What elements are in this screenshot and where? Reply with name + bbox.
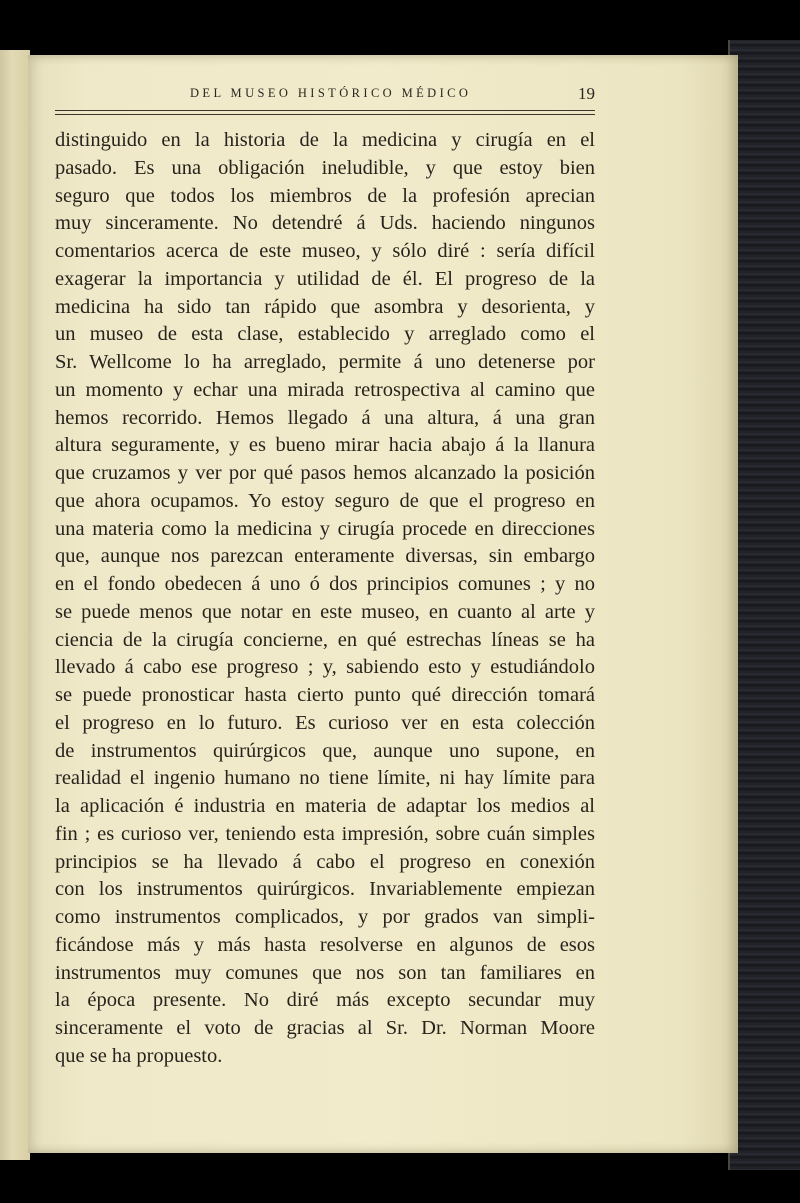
text-line: se puede pronosticar hasta cierto punto qué dirección tomará bbox=[55, 684, 595, 706]
text-line: medicina ha sido tan rápido que asombra y desorienta, y bbox=[55, 295, 595, 318]
text-line: se puede menos que notar en este museo, en cuanto al arte y bbox=[55, 600, 595, 623]
text-line-last: que se ha propuesto. bbox=[55, 1044, 223, 1067]
text-line: un museo de esta clase, establecido y arreglado como el bbox=[55, 323, 595, 346]
facing-page-edge bbox=[0, 50, 30, 1160]
text-line: de instrumentos quirúrgicos que, aunque uno supone, en bbox=[55, 739, 595, 762]
text-line: un momento y echar una mirada retrospectiva al camino que bbox=[55, 378, 595, 401]
text-line: la época presente. No diré más excepto secundar muy bbox=[55, 989, 595, 1012]
text-line: pasado. Es una obligación ineludible, y que estoy bien bbox=[55, 156, 595, 179]
body-text bbox=[55, 127, 595, 1071]
text-line: que ahora ocupamos. Yo estoy seguro de que el progreso en bbox=[55, 489, 595, 512]
text-line: principios se ha llevado á cabo el progreso en conexión bbox=[55, 850, 595, 873]
text-line: en el fondo obedecen á uno ó dos principios comunes ; y no bbox=[55, 573, 595, 595]
text-line: Sr. Wellcome lo ha arreglado, permite á uno detenerse por bbox=[55, 351, 595, 373]
page-number: 19 bbox=[578, 84, 595, 103]
text-line: como instrumentos complicados, y por grados van simpli- bbox=[55, 906, 595, 928]
header-rule-top bbox=[55, 110, 595, 111]
text-line: que, aunque nos parezcan enteramente diversas, sin embargo bbox=[55, 545, 595, 568]
text-line: comentarios acerca de este museo, y sólo diré : sería difícil bbox=[55, 240, 595, 262]
text-line: seguro que todos los miembros de la profesión aprecian bbox=[55, 184, 595, 207]
text-line: ciencia de la cirugía concierne, en qué estrechas líneas se ha bbox=[55, 628, 595, 651]
text-line: el progreso en lo futuro. Es curioso ver en esta colección bbox=[55, 711, 595, 734]
text-line: que cruzamos y ver por qué pasos hemos alcanzado la posición bbox=[55, 462, 595, 484]
text-line: con los instrumentos quirúrgicos. Invariablemente empiezan bbox=[55, 878, 595, 901]
text-line: hemos recorrido. Hemos llegado á una altura, á una gran bbox=[55, 406, 595, 429]
text-line: la aplicación é industria en materia de adaptar los medios al bbox=[55, 795, 595, 817]
text-line: altura seguramente, y es bueno mirar hacia abajo á la llanura bbox=[55, 434, 595, 457]
text-line: realidad el ingenio humano no tiene límite, ni hay límite para bbox=[55, 767, 595, 790]
text-line: una materia como la medicina y cirugía procede en direcciones bbox=[55, 517, 595, 540]
text-line: ficándose más y más hasta resolverse en algunos de esos bbox=[55, 933, 595, 956]
text-line: llevado á cabo ese progreso ; y, sabiendo esto y estudiándolo bbox=[55, 656, 595, 679]
text-line: distinguido en la historia de la medicina y cirugía en el bbox=[55, 129, 595, 151]
text-line: instrumentos muy comunes que nos son tan familiares en bbox=[55, 961, 595, 984]
text-line: sinceramente el voto de gracias al Sr. Dr. Norman Moore bbox=[55, 1017, 595, 1039]
text-line: fin ; es curioso ver, teniendo esta impresión, sobre cuán simples bbox=[55, 822, 595, 845]
header-rule-bottom bbox=[55, 114, 595, 115]
running-title: DEL MUSEO HISTÓRICO MÉDICO bbox=[190, 86, 472, 100]
text-line: exagerar la importancia y utilidad de él. El progreso de la bbox=[55, 267, 595, 290]
book-spine bbox=[730, 40, 800, 1170]
text-line: muy sinceramente. No detendré á Uds. haciendo ningunos bbox=[55, 212, 595, 235]
page-header bbox=[55, 84, 595, 108]
